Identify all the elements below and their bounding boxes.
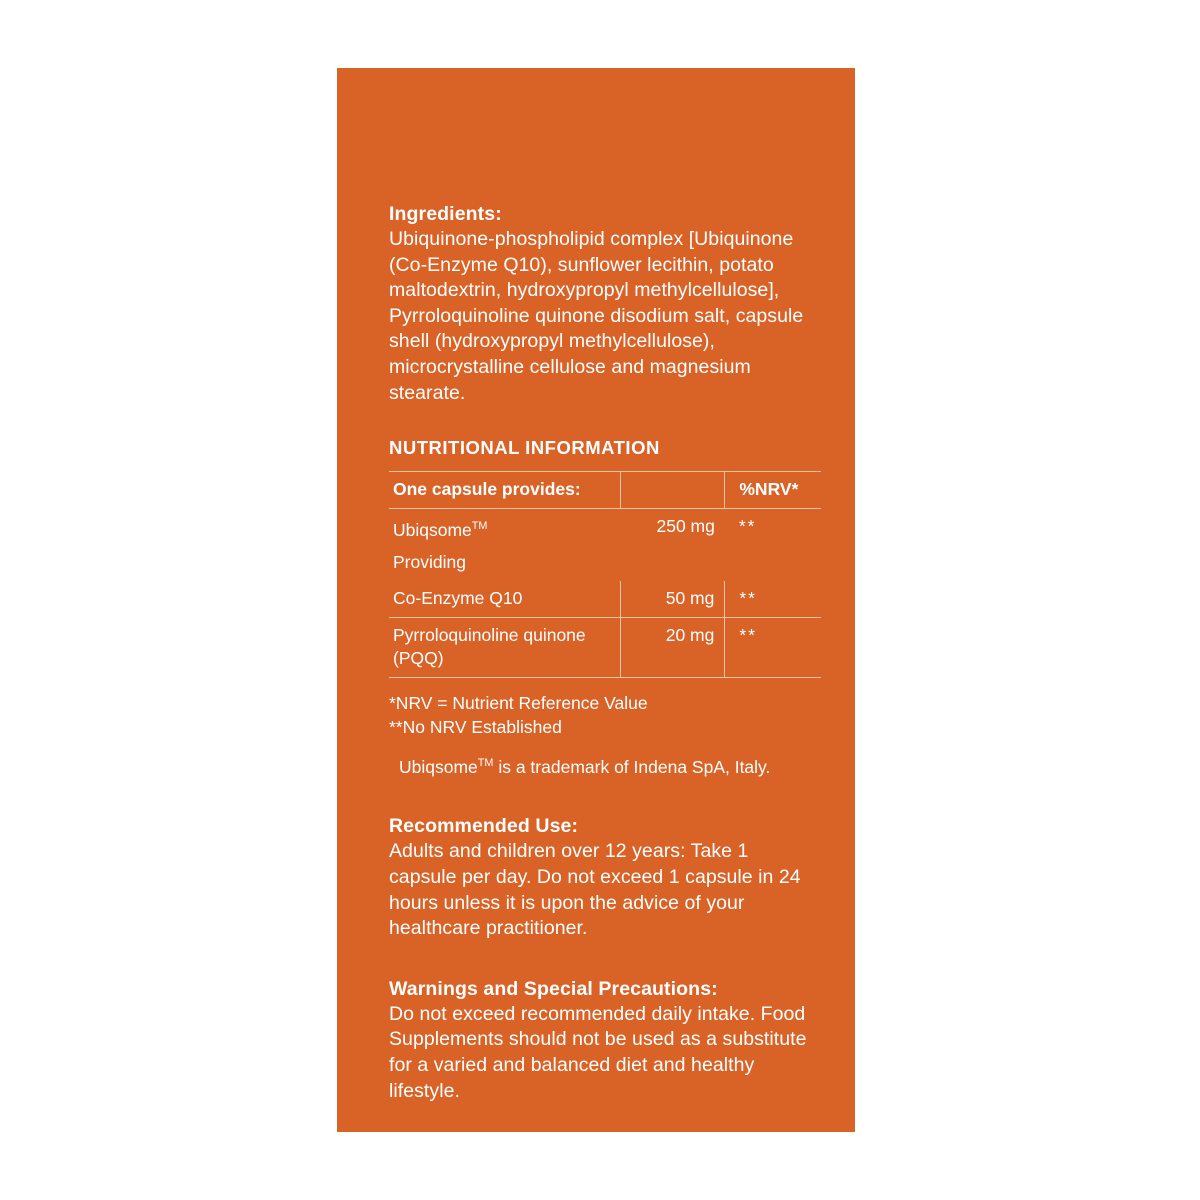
row-nrv: ** (725, 618, 821, 678)
footnote-no-nrv: **No NRV Established (389, 716, 562, 737)
trademark-superscript: TM (471, 520, 488, 533)
row-nrv: ** (738, 516, 757, 537)
row-nrv: ** (725, 581, 821, 618)
table-row (389, 581, 821, 618)
table-row (389, 509, 821, 546)
recommended-use-section (389, 813, 815, 941)
warnings-text: Do not exceed recommended daily intake. Food Supplements should not be used as a substitute for a varied and balanced diet and healthy lifestyle. (389, 1002, 807, 1102)
row-name-text: Ubiqsome (393, 519, 472, 540)
row-name (389, 509, 620, 546)
ingredients-heading: Ingredients: (389, 203, 502, 225)
ingredients-section (389, 201, 815, 406)
footnote-nrv: *NRV = Nutrient Reference Value (389, 693, 648, 714)
warnings-section (389, 976, 815, 1104)
label-content (389, 201, 815, 1104)
row-nrv (725, 545, 821, 581)
ingredients-text: Ubiquinone-phospholipid complex [Ubiquinone (Co-Enzyme Q10), sunflower lecithin, potato maltodextrin, hydroxypropyl methylcellulose], Pyrroloquinoline quinone disodium salt, capsule shell (hydroxypropyl methylcellulose), microcrystalline cellulose and magnesium stearate. (389, 228, 804, 404)
table-header-amount (620, 472, 724, 509)
row-amount: 20 mg (620, 618, 724, 678)
row-name: Co-Enzyme Q10 (389, 581, 620, 618)
table-row (389, 618, 821, 678)
row-name: Pyrroloquinoline quinone (PQQ) (389, 618, 620, 678)
nutrition-title: NUTRITIONAL INFORMATION (389, 437, 660, 459)
recommended-use-heading: Recommended Use: (389, 815, 579, 838)
row-amount (620, 545, 724, 581)
recommended-use-text: Adults and children over 12 years: Take 1 capsule per day. Do not exceed 1 capsule in 24 hours unless it is upon the advice of your healthcare practitioner. (389, 840, 801, 940)
row-name: Providing (393, 552, 466, 573)
warnings-heading: Warnings and Special Precautions: (389, 977, 718, 1000)
nutrition-section (389, 436, 815, 779)
row-amount: 50 mg (620, 581, 724, 618)
table-header-provides: One capsule provides: (389, 472, 620, 509)
trademark-superscript: TM (477, 757, 494, 770)
table-row (389, 545, 821, 581)
nutrition-table (389, 471, 821, 678)
table-header-nrv: %NRV* (725, 472, 821, 509)
trademark-note (399, 752, 815, 779)
product-carton-panel (337, 68, 855, 1132)
table-header-row (389, 472, 821, 509)
nutrition-footnotes (389, 692, 815, 739)
row-amount: 250 mg (656, 516, 715, 537)
trademark-text: is a trademark of Indena SpA, Italy. (493, 756, 771, 777)
trademark-name: Ubiqsome (399, 756, 478, 777)
